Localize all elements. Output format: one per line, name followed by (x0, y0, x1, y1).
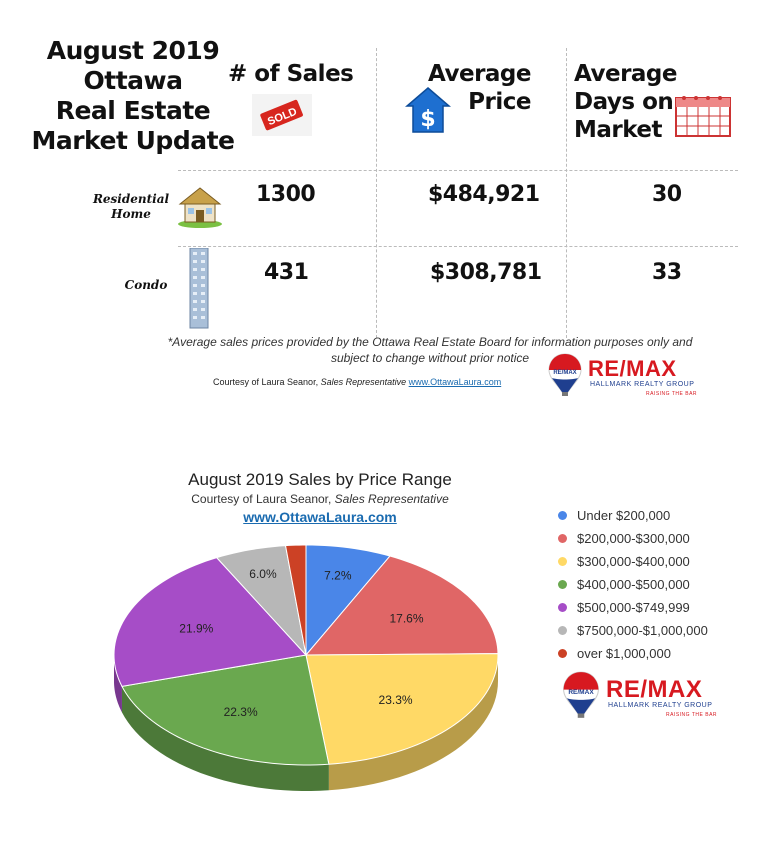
legend-item (558, 527, 708, 550)
title-line: August 2019 (46, 36, 220, 65)
legend-label: $300,000-$400,000 (577, 554, 690, 569)
page-title (28, 36, 238, 156)
pie-slice-label: 23.3% (378, 692, 413, 707)
chart-subtitle (140, 492, 500, 506)
condo-building-icon (188, 248, 210, 330)
row-label-line: Condo (124, 278, 168, 292)
legend-item (558, 504, 708, 527)
residential-price: $484,921 (428, 182, 540, 207)
legend-item (558, 550, 708, 573)
column-header-price-line: Price (468, 89, 531, 115)
legend-label: Under $200,000 (577, 508, 671, 523)
chart-website-link[interactable] (140, 509, 500, 525)
column-header-days-line: Days on (574, 89, 674, 115)
calendar-icon (674, 94, 732, 138)
column-header-days-line: Average (574, 61, 677, 87)
legend-swatch (558, 580, 567, 589)
remax-subtitle: HALLMARK REALTY GROUP (590, 381, 695, 388)
legend-swatch (558, 511, 567, 520)
row-label-line: Residential (92, 192, 170, 206)
legend-item (558, 642, 708, 665)
row-label-condo (118, 278, 174, 293)
remax-balloon-icon (562, 670, 600, 720)
residential-sales: 1300 (256, 182, 316, 207)
website-link[interactable]: www.OttawaLaura.com (408, 377, 502, 387)
column-header-days-line: Market (574, 117, 663, 143)
title-line: Real Estate (55, 96, 211, 125)
pie-slice-label: 6.0% (249, 566, 277, 581)
row-label-residential (88, 192, 174, 222)
courtesy-role: Sales Representative (320, 377, 407, 387)
column-header-price (428, 60, 531, 116)
remax-balloon-icon (548, 352, 582, 398)
condo-days: 33 (652, 260, 682, 285)
chart-subtitle-role: Sales Representative (334, 492, 449, 506)
legend-item (558, 596, 708, 619)
legend-swatch (558, 534, 567, 543)
condo-sales: 431 (264, 260, 309, 285)
house-dollar-icon (405, 86, 451, 134)
pie-slice (306, 654, 498, 765)
table-divider (566, 48, 567, 338)
legend-swatch (558, 557, 567, 566)
condo-price: $308,781 (430, 260, 542, 285)
chart-link-text[interactable]: www.OttawaLaura.com (243, 509, 397, 525)
pie-slice-label: 21.9% (179, 621, 214, 636)
house-icon (176, 184, 224, 228)
column-header-sales: # of Sales (228, 61, 354, 87)
pie-slice-label: 17.6% (389, 611, 424, 626)
row-label-line: Home (111, 207, 151, 221)
legend-label: $500,000-$749,999 (577, 600, 690, 615)
legend-label: over $1,000,000 (577, 646, 671, 661)
legend-swatch (558, 626, 567, 635)
pie-slice-label: 22.3% (223, 705, 258, 720)
column-header-price-line: Average (428, 61, 531, 87)
courtesy-prefix: Courtesy of Laura Seanor, (213, 377, 321, 387)
legend-label: $200,000-$300,000 (577, 531, 690, 546)
residential-days: 30 (652, 182, 682, 207)
legend-label: $400,000-$500,000 (577, 577, 690, 592)
pie-slice-label: 7.2% (324, 568, 352, 583)
chart-subtitle-prefix: Courtesy of Laura Seanor, (191, 492, 335, 506)
table-divider (178, 170, 738, 171)
table-divider (376, 48, 377, 338)
remax-logo-text: RE/MAX (606, 676, 703, 703)
sold-sign-icon (252, 94, 312, 136)
sold-sign-text: SOLD (265, 105, 299, 129)
footnote: *Average sales prices provided by the Ottawa Real Estate Board for information purposes only and subject to change without prior notice (167, 335, 693, 365)
legend-item (558, 573, 708, 596)
courtesy-line (213, 377, 501, 387)
remax-subtitle: HALLMARK REALTY GROUP (608, 702, 713, 709)
chart-title: August 2019 Sales by Price Range (188, 470, 452, 489)
balloon-text: RE/MAX (553, 370, 577, 376)
svg-text:$: $ (420, 107, 436, 132)
legend-swatch (558, 603, 567, 612)
title-line: Market Update (31, 126, 235, 155)
table-divider (178, 246, 738, 247)
chart-legend (558, 504, 708, 665)
title-line: Ottawa (83, 66, 183, 95)
legend-item (558, 619, 708, 642)
legend-label: $7500,000-$1,000,000 (577, 623, 708, 638)
remax-tagline: RAISING THE BAR (666, 712, 718, 718)
balloon-text: RE/MAX (568, 688, 594, 696)
pie-chart (96, 530, 516, 820)
legend-swatch (558, 649, 567, 658)
remax-tagline: RAISING THE BAR (646, 391, 698, 397)
column-header-days (574, 60, 677, 144)
remax-logo-text: RE/MAX (588, 356, 677, 381)
